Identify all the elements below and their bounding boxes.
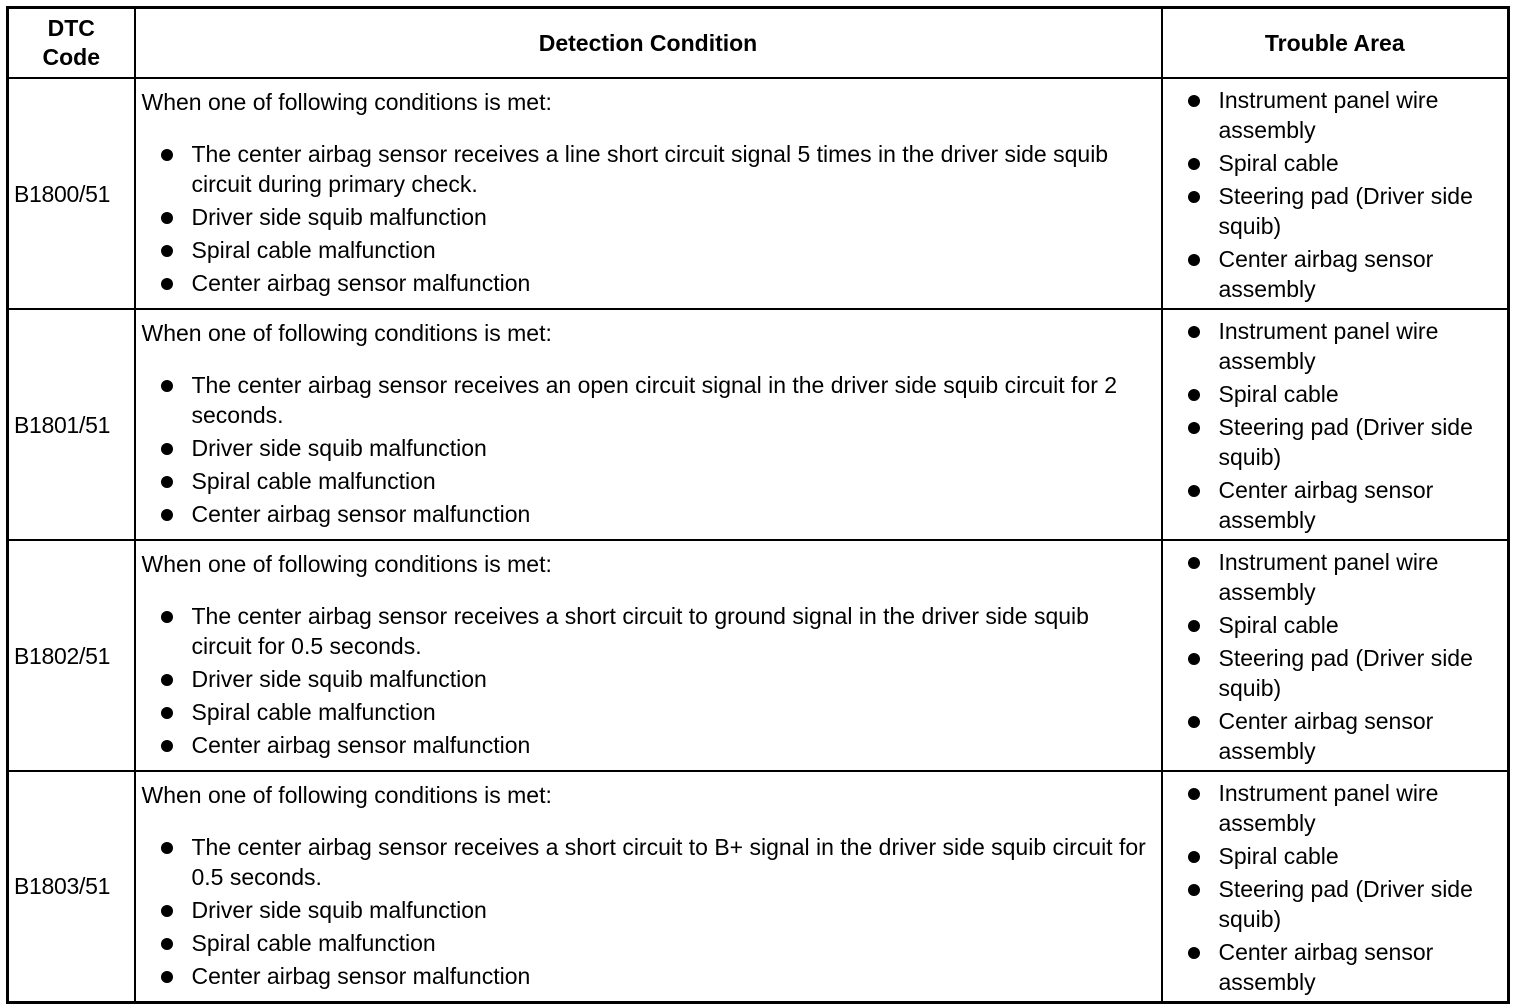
condition-item: Driver side squib malfunction	[142, 202, 1151, 232]
dtc-code-cell: B1800/51	[8, 78, 135, 309]
trouble-area-item: Instrument panel wire assembly	[1163, 85, 1500, 145]
trouble-area-item: Instrument panel wire assembly	[1163, 316, 1500, 376]
trouble-area-item: Steering pad (Driver side squib)	[1163, 874, 1500, 934]
condition-intro: When one of following conditions is met:	[141, 782, 552, 808]
trouble-area-item: Spiral cable	[1163, 841, 1500, 871]
table-row	[8, 78, 1509, 309]
dtc-table	[6, 6, 1510, 1004]
condition-item: Center airbag sensor malfunction	[142, 961, 1151, 991]
condition-item: Driver side squib malfunction	[142, 664, 1151, 694]
trouble-area-item: Steering pad (Driver side squib)	[1163, 643, 1500, 703]
table-row	[8, 540, 1509, 771]
trouble-area-item: Instrument panel wire assembly	[1163, 547, 1500, 607]
trouble-area-list	[1163, 547, 1500, 766]
condition-item: Center airbag sensor malfunction	[142, 268, 1151, 298]
condition-item: The center airbag sensor receives an open circuit signal in the driver side squib circuit for 2 seconds.	[142, 370, 1151, 430]
detection-condition-cell	[135, 78, 1162, 309]
dtc-code-cell: B1801/51	[8, 309, 135, 540]
condition-item: Center airbag sensor malfunction	[142, 499, 1151, 529]
condition-list	[142, 832, 1151, 991]
condition-item: The center airbag sensor receives a short circuit to ground signal in the driver side squib circuit for 0.5 seconds.	[142, 601, 1151, 661]
condition-intro: When one of following conditions is met:	[141, 551, 552, 577]
condition-item: The center airbag sensor receives a short circuit to B+ signal in the driver side squib circuit for 0.5 seconds.	[142, 832, 1151, 892]
detection-condition-cell	[135, 771, 1162, 1002]
trouble-area-cell	[1162, 540, 1509, 771]
condition-item: Spiral cable malfunction	[142, 235, 1151, 265]
trouble-area-item: Center airbag sensor assembly	[1163, 475, 1500, 535]
header-row	[8, 8, 1509, 79]
trouble-area-cell	[1162, 771, 1509, 1002]
trouble-area-item: Center airbag sensor assembly	[1163, 937, 1500, 997]
condition-item: Driver side squib malfunction	[142, 895, 1151, 925]
condition-item: Spiral cable malfunction	[142, 928, 1151, 958]
condition-list	[142, 370, 1151, 529]
header-trouble-area: Trouble Area	[1162, 8, 1509, 79]
header-detection-condition: Detection Condition	[135, 8, 1162, 79]
dtc-code-cell: B1802/51	[8, 540, 135, 771]
trouble-area-list	[1163, 316, 1500, 535]
trouble-area-cell	[1162, 78, 1509, 309]
detection-condition-cell	[135, 309, 1162, 540]
detection-condition-cell	[135, 540, 1162, 771]
header-dtc-code: DTC Code	[8, 8, 135, 79]
trouble-area-item: Steering pad (Driver side squib)	[1163, 181, 1500, 241]
condition-item: Spiral cable malfunction	[142, 697, 1151, 727]
condition-list	[142, 601, 1151, 760]
condition-intro: When one of following conditions is met:	[141, 89, 552, 115]
trouble-area-cell	[1162, 309, 1509, 540]
trouble-area-item: Spiral cable	[1163, 610, 1500, 640]
trouble-area-list	[1163, 778, 1500, 997]
trouble-area-item: Spiral cable	[1163, 379, 1500, 409]
condition-item: Spiral cable malfunction	[142, 466, 1151, 496]
table-row	[8, 309, 1509, 540]
condition-item: Center airbag sensor malfunction	[142, 730, 1151, 760]
trouble-area-item: Center airbag sensor assembly	[1163, 706, 1500, 766]
table-row	[8, 771, 1509, 1002]
trouble-area-list	[1163, 85, 1500, 304]
trouble-area-item: Spiral cable	[1163, 148, 1500, 178]
dtc-code-cell: B1803/51	[8, 771, 135, 1002]
condition-list	[142, 139, 1151, 298]
condition-item: The center airbag sensor receives a line short circuit signal 5 times in the driver side squib circuit during primary check.	[142, 139, 1151, 199]
condition-intro: When one of following conditions is met:	[141, 320, 552, 346]
trouble-area-item: Center airbag sensor assembly	[1163, 244, 1500, 304]
trouble-area-item: Instrument panel wire assembly	[1163, 778, 1500, 838]
trouble-area-item: Steering pad (Driver side squib)	[1163, 412, 1500, 472]
condition-item: Driver side squib malfunction	[142, 433, 1151, 463]
